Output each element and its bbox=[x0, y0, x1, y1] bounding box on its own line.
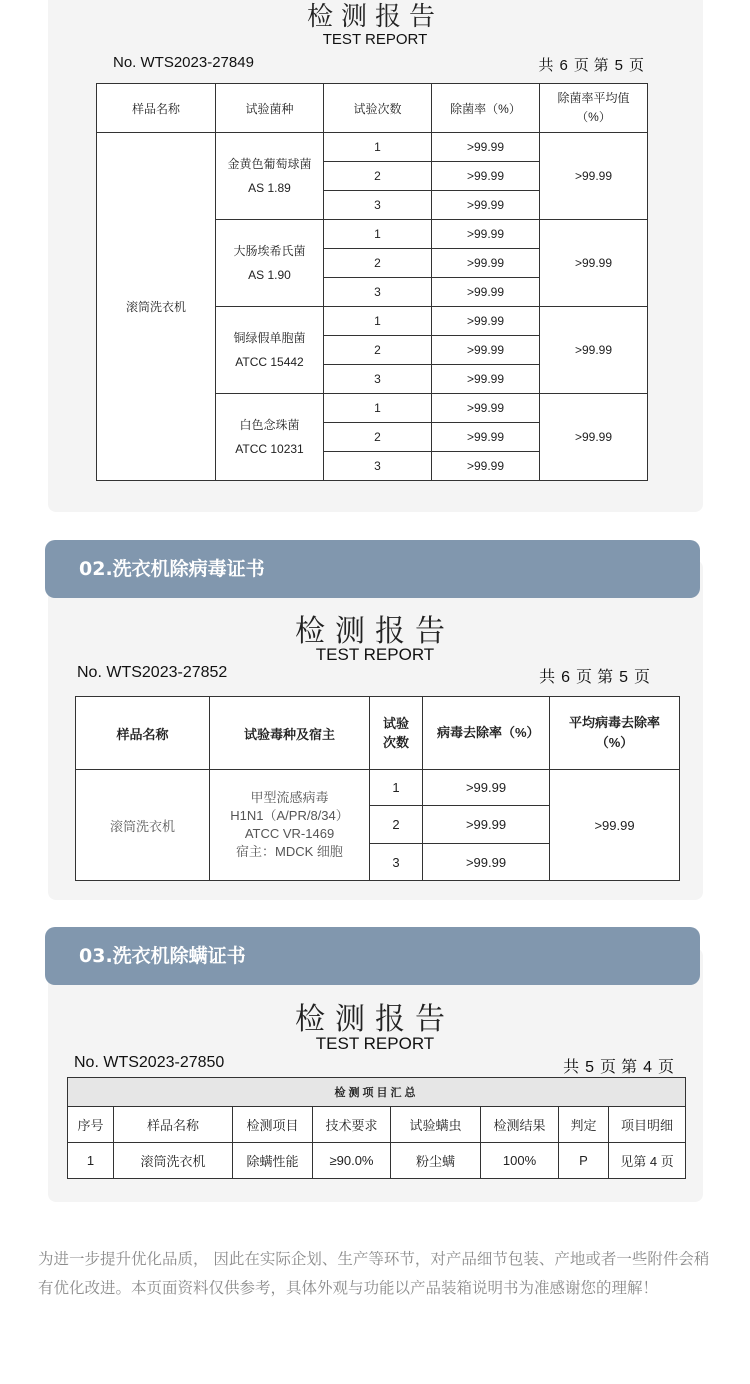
header-index: 序号 bbox=[68, 1107, 114, 1143]
header-requirement: 技术要求 bbox=[313, 1107, 391, 1143]
report-2-number: No. WTS2023-27852 bbox=[77, 664, 228, 681]
summary-header: 检测项目汇总 bbox=[68, 1078, 686, 1107]
header-avg-removal-rate: 除菌率平均值（%） bbox=[540, 84, 648, 133]
header-virus-host: 试验毒种及宿主 bbox=[210, 697, 370, 770]
virus-cell: 甲型流感病毒 H1N1（A/PR/8/34） ATCC VR-1469 宿主：MDCK 细胞 bbox=[210, 770, 370, 881]
table-row: 3 >99.99 bbox=[97, 278, 648, 307]
disclaimer-text: 为进一步提升优化品质， 因此在实际企划、生产等环节，对产品细节包装、产地或者一些附件会稍有优化改进。本页面资料仅供参考，具体外观与功能以产品装箱说明书为准感谢您的理解！ bbox=[38, 1250, 710, 1297]
report-3-table bbox=[67, 1077, 686, 1179]
header-detail: 项目明细 bbox=[609, 1107, 686, 1143]
avg-cell: >99.99 bbox=[540, 394, 648, 481]
table-row: 3 >99.99 bbox=[76, 844, 680, 881]
header-test-mite: 试验螨虫 bbox=[391, 1107, 481, 1143]
report-2-title: 检测报告 bbox=[295, 614, 455, 649]
table-row: 滚筒洗衣机 甲型流感病毒 H1N1（A/PR/8/34） ATCC VR-1469 宿主：MDCK 细胞 1 >99.99 >99.99 bbox=[76, 770, 680, 806]
report-1-table bbox=[96, 83, 648, 481]
header-removal-rate: 除菌率（%） bbox=[432, 84, 540, 133]
table-row: 3 >99.99 bbox=[97, 452, 648, 481]
table-row: 大肠埃希氏菌 AS 1.90 1 >99.99 >99.99 bbox=[97, 220, 648, 249]
report-2-subtitle: TEST REPORT bbox=[315, 645, 435, 664]
avg-cell: >99.99 bbox=[540, 133, 648, 220]
header-result: 检测结果 bbox=[481, 1107, 559, 1143]
report-1-number: No. WTS2023-27849 bbox=[113, 54, 254, 71]
section-3-banner: 03.洗衣机除螨证书 bbox=[45, 927, 700, 985]
report-3-number: No. WTS2023-27850 bbox=[74, 1054, 225, 1071]
sample-name-cell: 滚筒洗衣机 bbox=[97, 133, 216, 481]
table-row: 滚筒洗衣机 金黄色葡萄球菌 AS 1.89 1 >99.99 >99.99 bbox=[97, 133, 648, 162]
strain-cell: 白色念珠菌 ATCC 10231 bbox=[216, 394, 324, 481]
header-virus-removal-rate: 病毒去除率（%） bbox=[423, 697, 550, 770]
section-2-banner: 02.洗衣机除病毒证书 bbox=[45, 540, 700, 598]
report-1-title: 检测报告 bbox=[306, 2, 443, 32]
report-1-page-count: 共 6 页 第 5 页 bbox=[538, 56, 644, 74]
avg-cell: >99.99 bbox=[540, 307, 648, 394]
table-row: 2 >99.99 bbox=[97, 423, 648, 452]
table-row: 3 >99.99 bbox=[97, 191, 648, 220]
report-3-page-count: 共 5 页 第 4 页 bbox=[563, 1057, 674, 1076]
avg-cell: >99.99 bbox=[550, 770, 680, 881]
table-row: 2 >99.99 bbox=[76, 806, 680, 844]
report-1-subtitle: TEST REPORT bbox=[322, 31, 428, 48]
header-sample-name: 样品名称 bbox=[76, 697, 210, 770]
table-row: 白色念珠菌 ATCC 10231 1 >99.99 >99.99 bbox=[97, 394, 648, 423]
header-sample-name: 样品名称 bbox=[114, 1107, 233, 1143]
table-row: 2 >99.99 bbox=[97, 249, 648, 278]
table-row: 2 >99.99 bbox=[97, 336, 648, 365]
header-trial-count: 试验次数 bbox=[324, 84, 432, 133]
header-sample-name: 样品名称 bbox=[97, 84, 216, 133]
header-test-item: 检测项目 bbox=[233, 1107, 313, 1143]
strain-cell: 金黄色葡萄球菌 AS 1.89 bbox=[216, 133, 324, 220]
strain-cell: 铜绿假单胞菌 ATCC 15442 bbox=[216, 307, 324, 394]
table-row: 1 滚筒洗衣机 除螨性能 ≥90.0% 粉尘螨 100% P 见第 4 页 bbox=[68, 1143, 686, 1179]
header-avg-virus-removal-rate: 平均病毒去除率（%） bbox=[550, 697, 680, 770]
report-2-table bbox=[75, 696, 680, 881]
header-trial-count: 试验次数 bbox=[370, 697, 423, 770]
report-3-subtitle: TEST REPORT bbox=[315, 1034, 435, 1053]
report-2-page-count: 共 6 页 第 5 页 bbox=[539, 667, 650, 686]
report-3-title: 检测报告 bbox=[295, 1002, 455, 1037]
table-row: 3 >99.99 bbox=[97, 365, 648, 394]
sample-name-cell: 滚筒洗衣机 bbox=[76, 770, 210, 881]
table-row: 2 >99.99 bbox=[97, 162, 648, 191]
avg-cell: >99.99 bbox=[540, 220, 648, 307]
strain-cell: 大肠埃希氏菌 AS 1.90 bbox=[216, 220, 324, 307]
header-strain: 试验菌种 bbox=[216, 84, 324, 133]
table-row: 铜绿假单胞菌 ATCC 15442 1 >99.99 >99.99 bbox=[97, 307, 648, 336]
header-verdict: 判定 bbox=[559, 1107, 609, 1143]
